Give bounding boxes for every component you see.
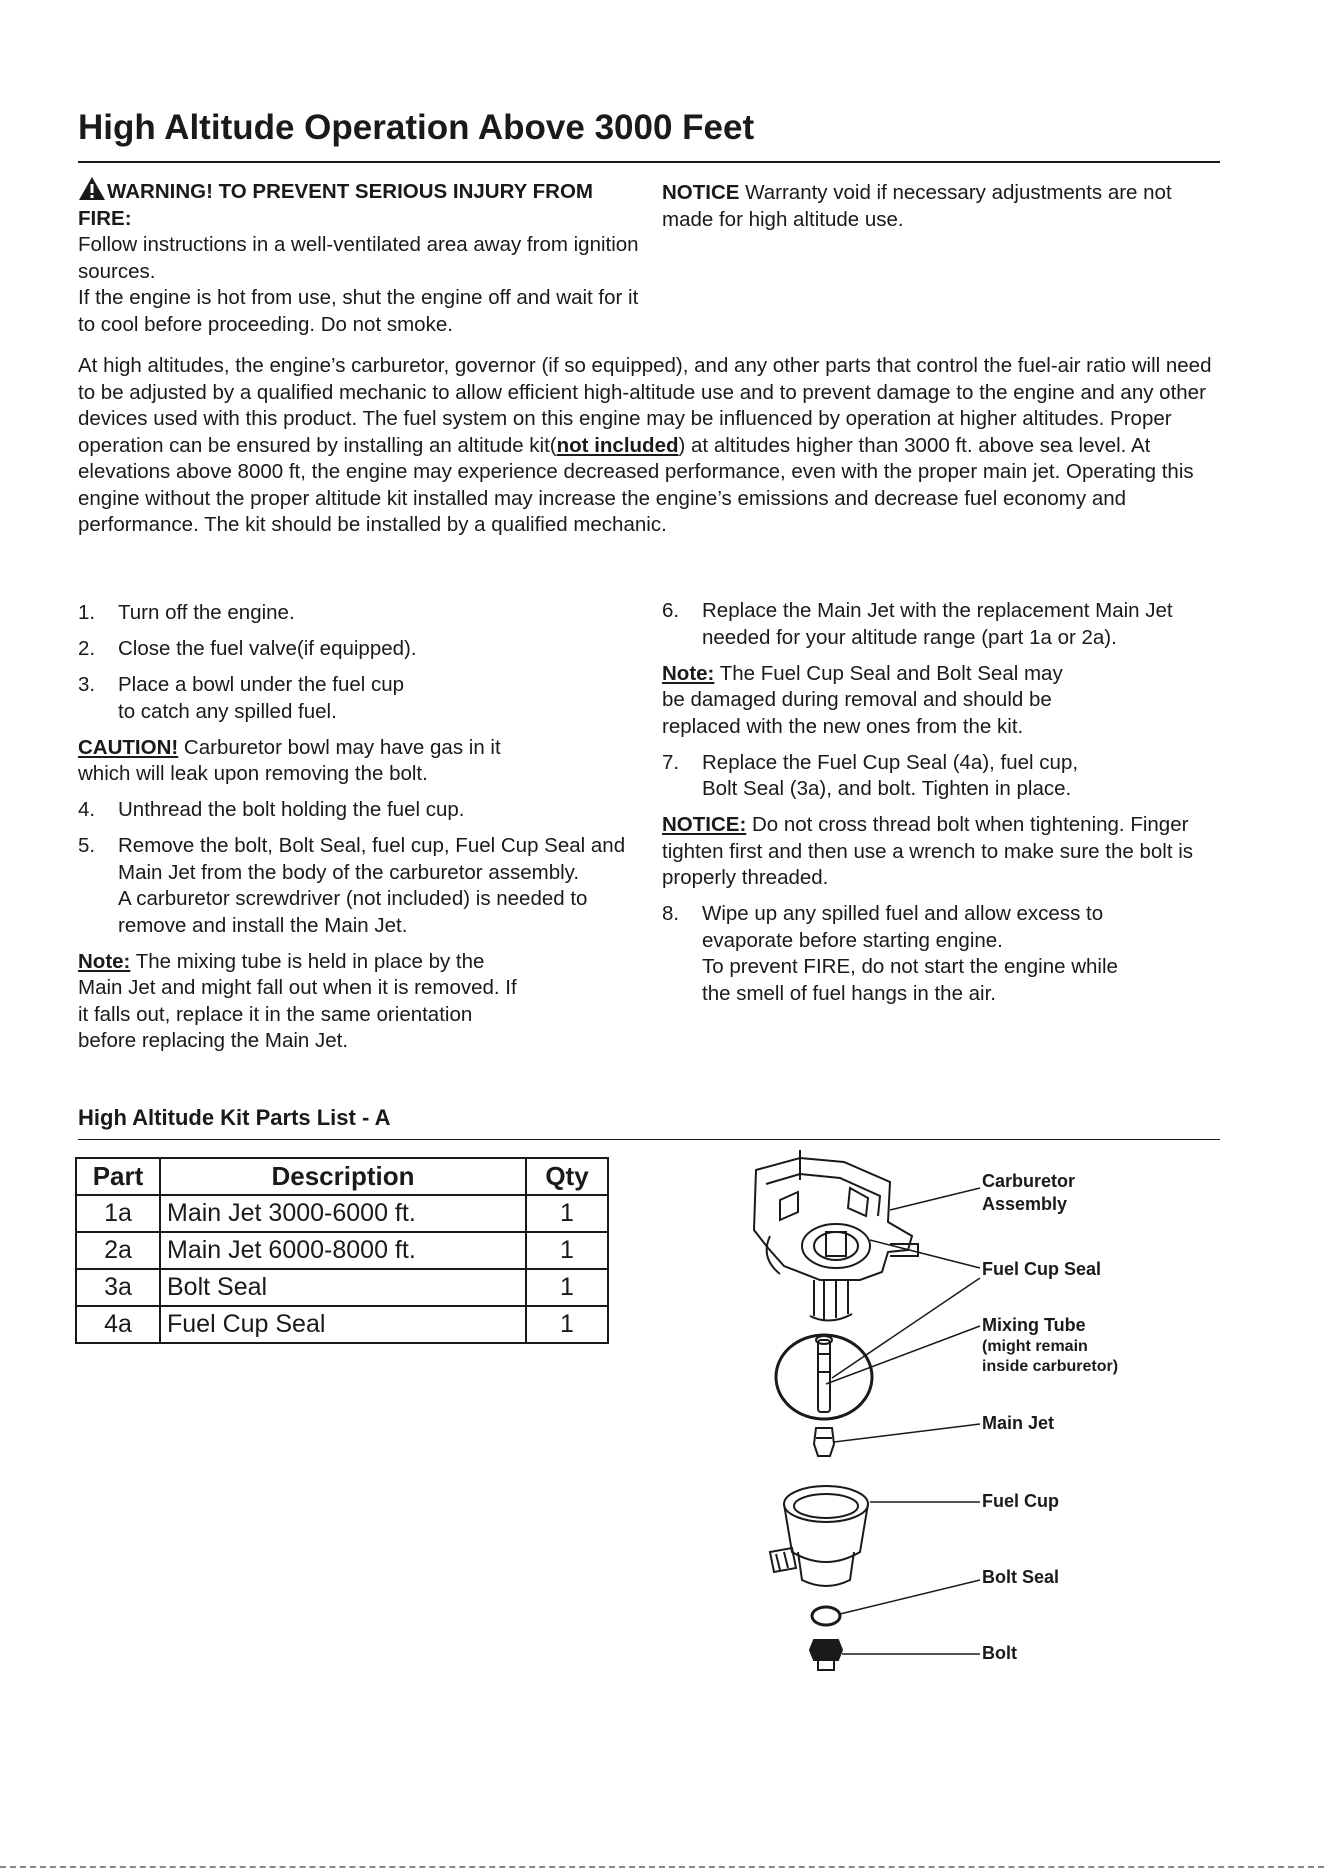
step-4 — [78, 797, 658, 824]
note-label: Note: — [78, 949, 131, 973]
warning-block — [78, 176, 648, 338]
step-text: Remove the bolt, Bolt Seal, fuel cup, Fuel Cup Seal and Main Jet from the body of the carburetor assembly. — [118, 834, 626, 884]
step-5-body — [118, 833, 658, 939]
notice-block — [662, 180, 1182, 233]
intro-text-after: ) at altitudes higher than 3000 ft. above sea level. At elevations above 8000 ft, the engine may experience decreased performance, even with the proper main jet. Operating this engine without the proper altitude kit installed may increase the engine’s emissions and decrease fuel economy and performance. The kit should be installed by a qualified mechanic. — [78, 433, 1194, 536]
part-number-cell: 1a — [76, 1195, 160, 1232]
step-text: Replace the Fuel Cup Seal (4a), fuel cup, Bolt Seal (3a), and bolt. Tighten in place. — [702, 750, 1079, 800]
parts-table — [75, 1157, 609, 1344]
label-line: inside carburetor) — [982, 1358, 1119, 1375]
mixing-tube-drawing — [816, 1336, 832, 1412]
fuel-cup-drawing — [770, 1486, 868, 1586]
step-8 — [662, 901, 1222, 1007]
caution-note — [78, 735, 658, 788]
mixing-tube-note — [78, 949, 658, 1055]
table-row — [76, 1269, 608, 1306]
step-text: Place a bowl under the fuel cup to catch any spilled fuel. — [118, 673, 405, 723]
qty-cell: 1 — [526, 1232, 608, 1269]
step-8-body — [702, 901, 1222, 1007]
description-cell: Fuel Cup Seal — [160, 1306, 526, 1343]
table-row — [76, 1306, 608, 1343]
label-line: Mixing Tube — [982, 1315, 1086, 1335]
note-text: The mixing tube is held in place by the Main Jet and might fall out when it is removed. If it falls out, replace it in the same orientation before replacing the Main Jet. — [78, 949, 517, 1052]
notice-text: Do not cross thread bolt when tightening. Finger tighten first and then use a wrench to make sure the bolt is properly threaded. — [662, 813, 1194, 889]
step-number: 3. — [78, 673, 96, 696]
column-header-part: Part — [76, 1158, 160, 1195]
diagram-illustration — [740, 1140, 1260, 1680]
table-header-row — [76, 1158, 608, 1195]
step-number: 8. — [662, 902, 680, 925]
main-jet-drawing — [814, 1428, 834, 1456]
step-number: 7. — [662, 750, 680, 774]
notice-label: NOTICE: — [662, 813, 747, 836]
notice-label: NOTICE — [662, 181, 740, 204]
label-fuel-cup-seal: Fuel Cup Seal — [982, 1259, 1102, 1279]
step-text: Unthread the bolt holding the fuel cup. — [118, 798, 465, 821]
label-line: Carburetor — [982, 1171, 1076, 1191]
label-bolt: Bolt — [982, 1643, 1017, 1663]
bolt-drawing — [810, 1640, 842, 1670]
step-7 — [662, 750, 1222, 803]
notice-text: Warranty void if necessary adjustments are not made for high altitude use. — [662, 181, 1172, 231]
description-cell: Main Jet 3000-6000 ft. — [160, 1195, 526, 1232]
caution-text: Carburetor bowl may have gas in it which will leak upon removing the bolt. — [78, 735, 501, 785]
part-number-cell: 3a — [76, 1269, 160, 1306]
table-row — [76, 1232, 608, 1269]
warning-heading-row — [78, 176, 648, 232]
fuel-cup-seal-drawing — [776, 1335, 872, 1419]
step-number: 2. — [78, 637, 96, 660]
step-number: 1. — [78, 601, 96, 624]
note-text: The Fuel Cup Seal and Bolt Seal may be damaged during removal and should be replaced with the new ones from the kit. — [662, 661, 1063, 738]
label-fuel-cup: Fuel Cup — [982, 1491, 1059, 1511]
bolt-seal-drawing — [812, 1607, 840, 1625]
label-line: (might remain — [982, 1338, 1088, 1355]
intro-not-included: not included — [556, 433, 679, 457]
note-label: Note: — [662, 661, 715, 685]
title-divider — [78, 161, 1220, 163]
table-row — [76, 1195, 608, 1232]
step-text: Turn off the engine. — [118, 601, 295, 624]
warning-triangle-icon — [78, 176, 106, 201]
label-main-jet: Main Jet — [982, 1413, 1055, 1433]
step-text: Replace the Main Jet with the replacement Main Jet needed for your altitude range (part 1a or 2a). — [702, 599, 1173, 649]
warning-line-2: If the engine is hot from use, shut the engine off and wait for it to cool before proceeding. Do not smoke. — [78, 286, 639, 336]
label-carburetor-assembly — [982, 1170, 1075, 1216]
caution-label: CAUTION! — [78, 735, 179, 759]
page-bottom-edge — [0, 1866, 1324, 1868]
column-header-qty: Qty — [526, 1158, 608, 1195]
part-number-cell: 4a — [76, 1306, 160, 1343]
part-number-cell: 2a — [76, 1232, 160, 1269]
step-text-continued: A carburetor screwdriver (not included) is needed to remove and install the Main Jet. — [118, 887, 588, 937]
step-3 — [78, 672, 658, 725]
parts-list-heading: High Altitude Kit Parts List - A — [78, 1105, 391, 1130]
warning-heading: WARNING! TO PREVENT SERIOUS INJURY FROM FIRE: — [78, 180, 593, 230]
intro-paragraph — [78, 353, 1228, 539]
label-bolt-seal: Bolt Seal — [982, 1567, 1060, 1587]
label-mixing-tube — [982, 1314, 1118, 1377]
qty-cell: 1 — [526, 1195, 608, 1232]
step-text: Wipe up any spilled fuel and allow excess to evaporate before starting engine. — [702, 902, 1104, 952]
steps-left-column — [78, 600, 658, 1064]
carburetor-assembly-drawing — [754, 1150, 918, 1321]
carburetor-exploded-diagram — [740, 1140, 1260, 1680]
description-cell: Main Jet 6000-8000 ft. — [160, 1232, 526, 1269]
intro-text-before: At high altitudes, the engine’s carburetor, governor (if so equipped), and any other parts that control the fuel-air ratio will need to be adjusted by a qualified mechanic to allow efficient high-altitude use and to prevent damage to the engine and any other devices used with this product. The fuel system on this engine may be influenced by operation at higher altitudes. Proper operation can be ensured by installing an altitude kit( — [78, 354, 1212, 457]
qty-cell: 1 — [526, 1269, 608, 1306]
step-text: Close the fuel valve(if equipped). — [118, 637, 417, 660]
label-line: Assembly — [982, 1194, 1068, 1214]
step-number: 4. — [78, 798, 96, 821]
seal-note — [662, 661, 1222, 741]
qty-cell: 1 — [526, 1306, 608, 1343]
column-header-description: Description — [160, 1158, 526, 1195]
warning-line-1: Follow instructions in a well-ventilated area away from ignition sources. — [78, 233, 639, 283]
step-5 — [78, 833, 658, 939]
step-1 — [78, 600, 658, 627]
step-number: 6. — [662, 599, 680, 622]
page-title: High Altitude Operation Above 3000 Feet — [78, 108, 755, 147]
step-number: 5. — [78, 834, 96, 857]
description-cell: Bolt Seal — [160, 1269, 526, 1306]
step-text-continued: To prevent FIRE, do not start the engine while the smell of fuel hangs in the air. — [702, 955, 1118, 1005]
steps-right-column — [662, 598, 1222, 1017]
step-2 — [78, 636, 658, 663]
step-6 — [662, 598, 1222, 651]
cross-thread-notice — [662, 812, 1222, 892]
